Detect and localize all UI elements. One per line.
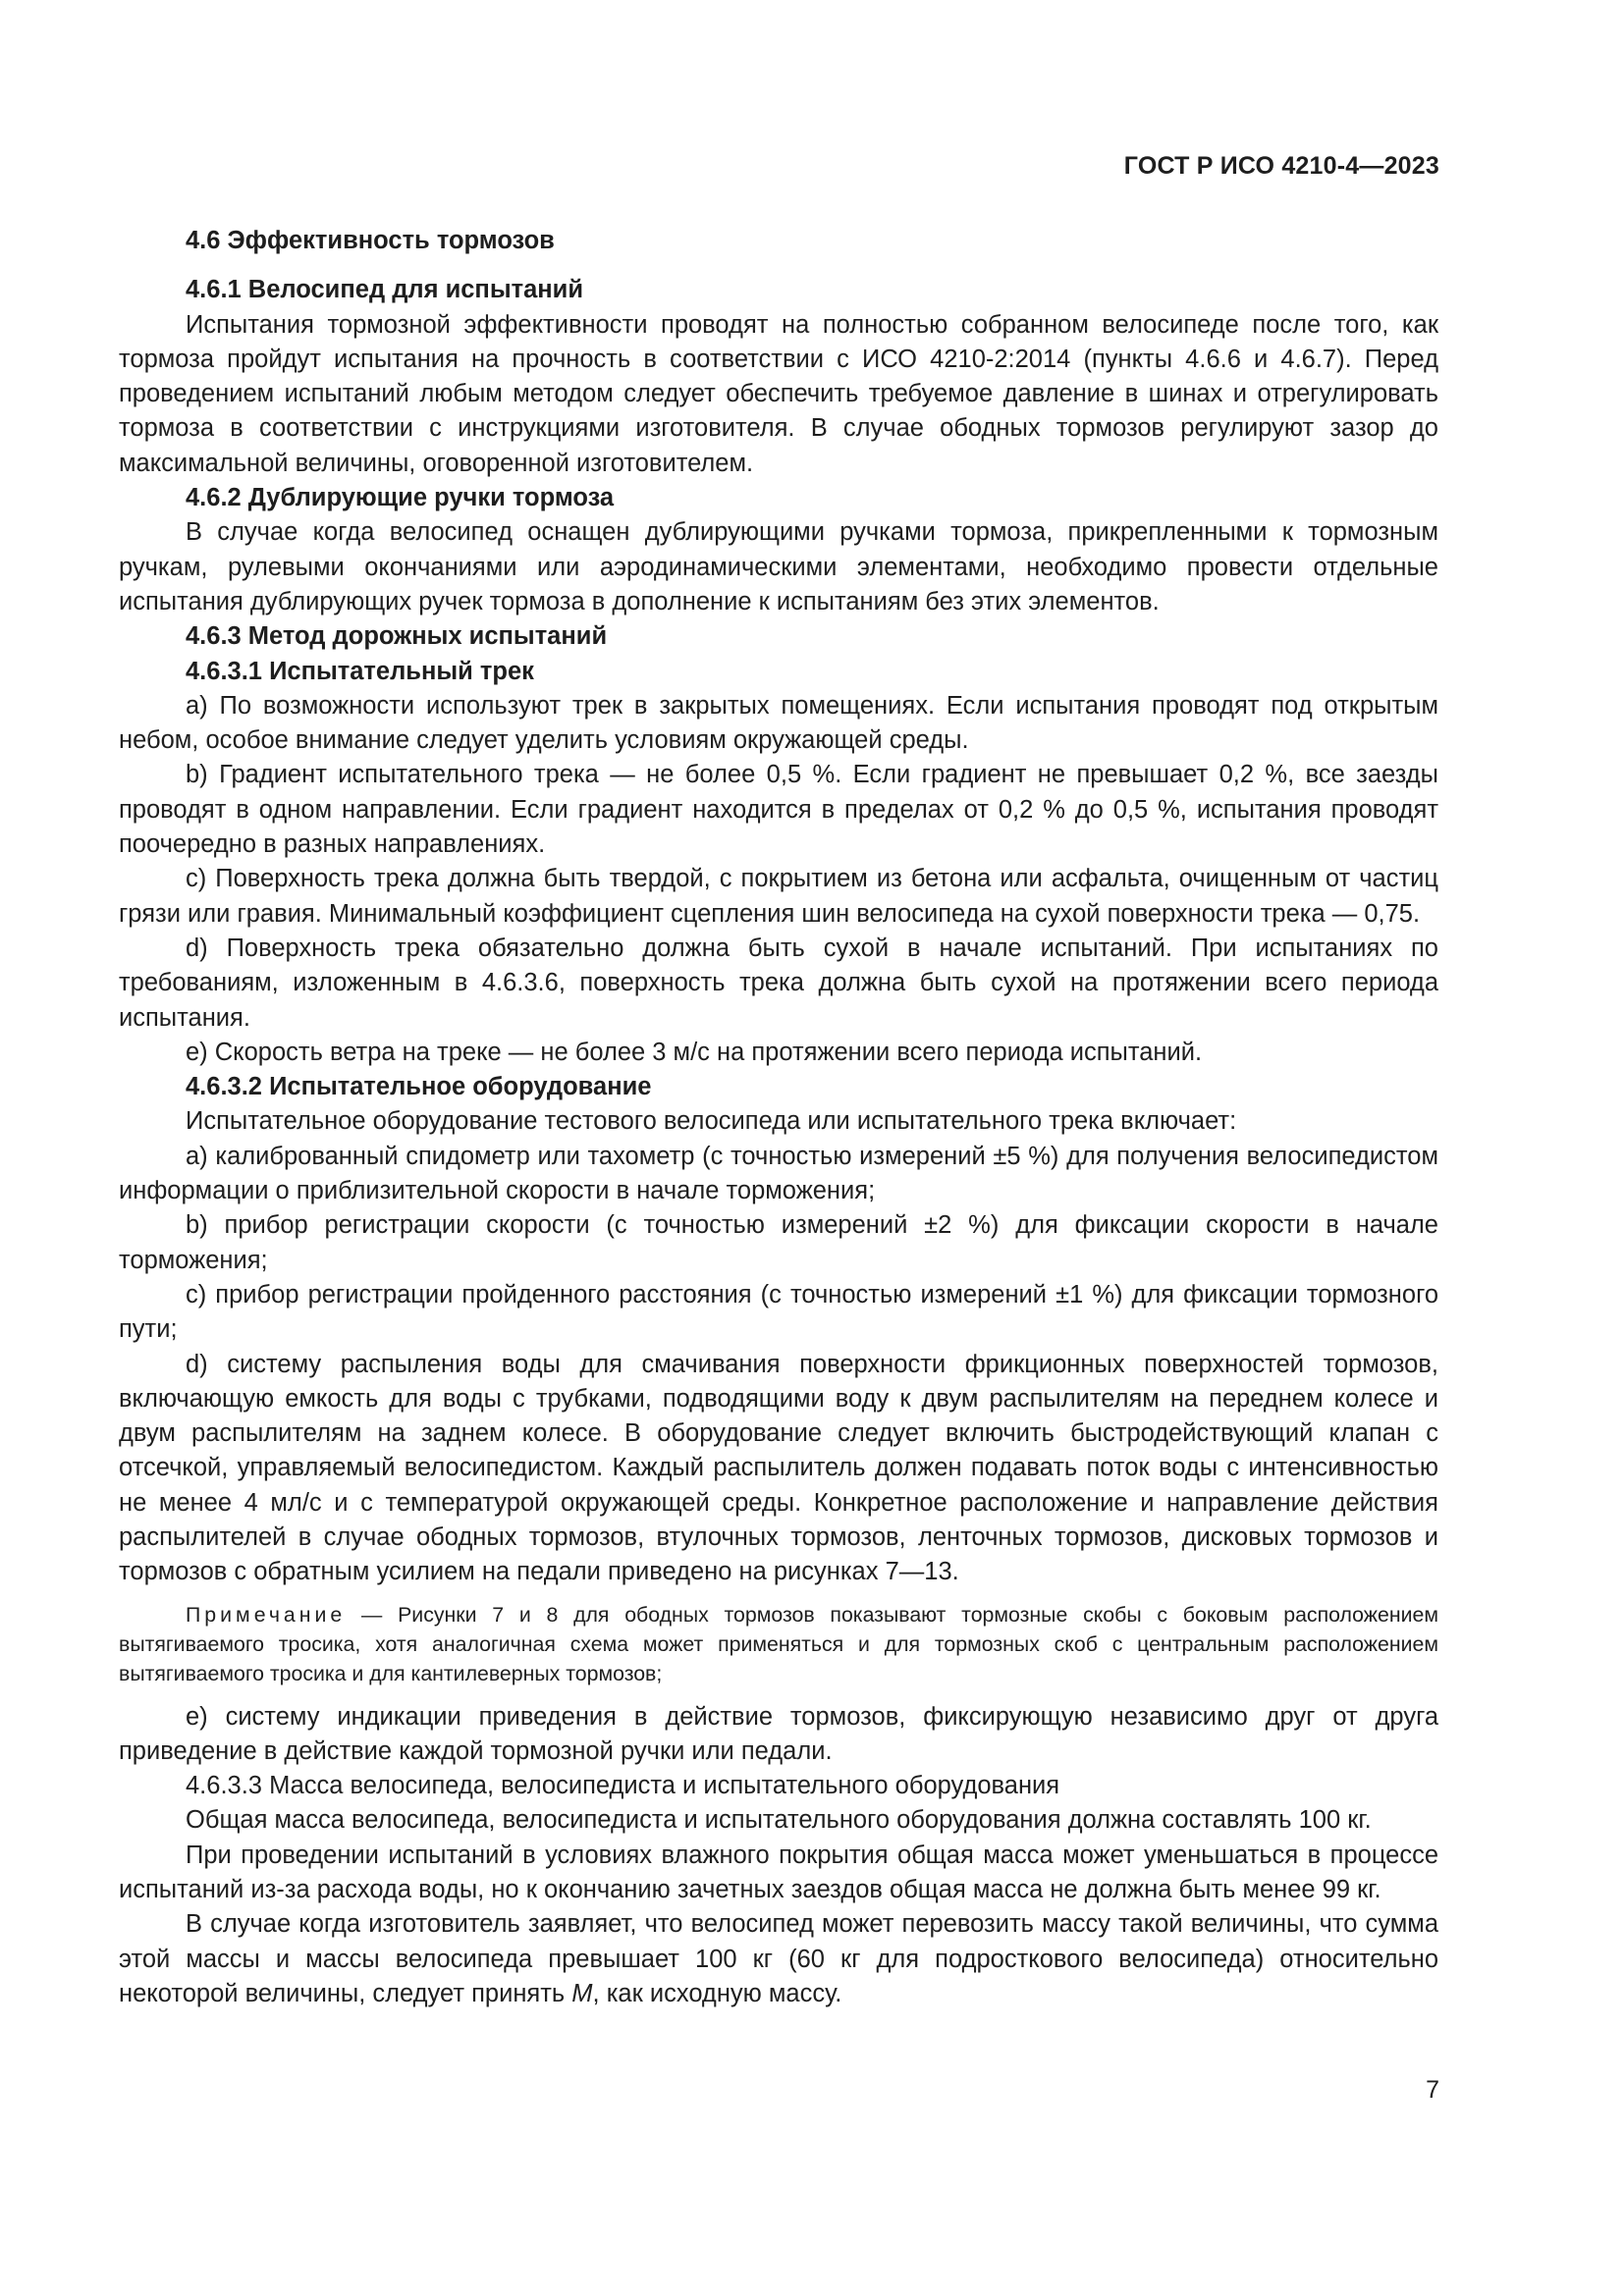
- heading-4-6-1: 4.6.1 Велосипед для испытаний: [186, 276, 584, 304]
- item-4-6-3-1-b: b) Градиент испытательного трека — не более 0,5 %. Если градиент не превышает 0,2 %, все заезды проводят в одном направлении. Если градиент находится в пределах от 0,2 % до 0,5 %, испытания проводят поочередно в разных направлениях.: [119, 761, 1438, 859]
- item-4-6-3-1-d: d) Поверхность трека обязательно должна быть сухой в начале испытаний. При испытаниях по требованиям, изложенным в 4.6.3.6, поверхность трека должна быть сухой на протяжении всего периода испытания.: [119, 934, 1438, 1032]
- paragraph-4-6-3-2-intro: Испытательное оборудование тестового велосипеда или испытательного трека включает:: [186, 1107, 1237, 1136]
- heading-4-6-2: 4.6.2 Дублирующие ручки тормоза: [186, 484, 615, 512]
- note-text: — Рисунки 7 и 8 для ободных тормозов показывают тормозные скобы с боковым расположением вытягиваемого тросика, хотя аналогичная схема может применяться и для тормозных скоб с центральным расположением вытягиваемого тросика и для кантилеверных тормозов;: [119, 1602, 1438, 1685]
- heading-4-6-3-1: 4.6.3.1 Испытательный трек: [186, 657, 534, 685]
- paragraph-4-6-3-3-3-end: , как исходную массу.: [592, 1979, 842, 2007]
- page-number: 7: [1426, 2076, 1439, 2104]
- item-4-6-3-1-a: a) По возможности используют трек в закрытых помещениях. Если испытания проводят под открытым небом, особое внимание следует уделить условиям окружающей среды.: [119, 691, 1438, 755]
- paragraph-4-6-3-3-1: Общая масса велосипеда, велосипедиста и испытательного оборудования должна составлять 100 кг.: [186, 1806, 1372, 1835]
- item-4-6-3-2-d: d) систему распыления воды для смачивания поверхности фрикционных поверхностей тормозов, включающую емкость для воды с трубками, подводящими воду к двум распылителям на переднем колесе и двум распылителям на заднем колесе. В оборудование следует включить быстродействующий клапан с отсечкой, управляемый велосипедистом. Каждый распылитель должен подавать поток воды с интенсивностью не менее 4 мл/с и с температурой окружающей среды. Конкретное расположение и направление действия распылителей в случае ободных тормозов, втулочных тормозов, ленточных тормозов, дисковых тормозов и тормозов с обратным усилием на педали приведено на рисунках 7—13.: [119, 1350, 1438, 1586]
- paragraph-4-6-3-3-3: [119, 1907, 1438, 2011]
- document-header: ГОСТ Р ИСО 4210-4—2023: [1123, 152, 1439, 180]
- paragraph-4-6-2: В случае когда велосипед оснащен дублирующими ручками тормоза, прикрепленными к тормозным ручкам, рулевыми окончаниями или аэродинамическими элементами, необходимо провести отдельные испытания дублирующих ручек тормоза в дополнение к испытаниям без этих элементов.: [119, 518, 1438, 615]
- variable-m: M: [571, 1979, 593, 2007]
- note-label: Примечание: [186, 1602, 347, 1627]
- paragraph-4-6-1: Испытания тормозной эффективности проводят на полностью собранном велосипеде после того, как тормоза пройдут испытания на прочность в соответствии с ИСО 4210-2:2014 (пункты 4.6.6 и 4.6.7). Перед проведением испытаний любым методом следует обеспечить требуемое давление в шинах и отрегулировать тормоза в соответствии с инструкциями изготовителя. В случае ободных тормозов регулируют зазор до максимальной величины, оговоренной изготовителем.: [119, 310, 1438, 477]
- item-4-6-3-2-e: e) систему индикации приведения в действие тормозов, фиксирующую независимо друг от друга приведение в действие каждой тормозной ручки или педали.: [119, 1702, 1438, 1765]
- heading-4-6-3-2: 4.6.3.2 Испытательное оборудование: [186, 1073, 652, 1101]
- paragraph-4-6-3-3-2: При проведении испытаний в условиях влажного покрытия общая масса может уменьшаться в процессе испытаний из-за расхода воды, но к окончанию зачетных заездов общая масса не должна быть менее 99 кг.: [119, 1841, 1438, 1904]
- note: [119, 1600, 1438, 1688]
- heading-4-6-3-3: 4.6.3.3 Масса велосипеда, велосипедиста и испытательного оборудования: [186, 1772, 1060, 1800]
- item-4-6-3-2-a: a) калиброванный спидометр или тахометр (с точностью измерений ±5 %) для получения велосипедистом информации о приблизительной скорости в начале торможения;: [119, 1142, 1438, 1205]
- item-4-6-3-1-c: c) Поверхность трека должна быть твердой, с покрытием из бетона или асфальта, очищенным от частиц грязи или гравия. Минимальный коэффициент сцепления шин велосипеда на сухой поверхности трека — 0,75.: [119, 865, 1438, 928]
- item-4-6-3-1-e: e) Скорость ветра на треке — не более 3 м/с на протяжении всего периода испытаний.: [186, 1038, 1203, 1066]
- page-content: [119, 224, 1438, 2011]
- paragraph-4-6-3-3-3-start: В случае когда изготовитель заявляет, что велосипед может перевозить массу такой величины, что сумма этой массы и массы велосипеда превышает 100 кг (60 кг для подросткового велосипеда) относительно некоторой величины, следует принять: [119, 1910, 1438, 2007]
- item-4-6-3-2-b: b) прибор регистрации скорости (с точностью измерений ±2 %) для фиксации скорости в начале торможения;: [119, 1211, 1438, 1274]
- heading-4-6-3: 4.6.3 Метод дорожных испытаний: [186, 622, 608, 651]
- heading-4-6: 4.6 Эффективность тормозов: [186, 227, 555, 254]
- item-4-6-3-2-c: c) прибор регистрации пройденного расстояния (с точностью измерений ±1 %) для фиксации тормозного пути;: [119, 1280, 1438, 1344]
